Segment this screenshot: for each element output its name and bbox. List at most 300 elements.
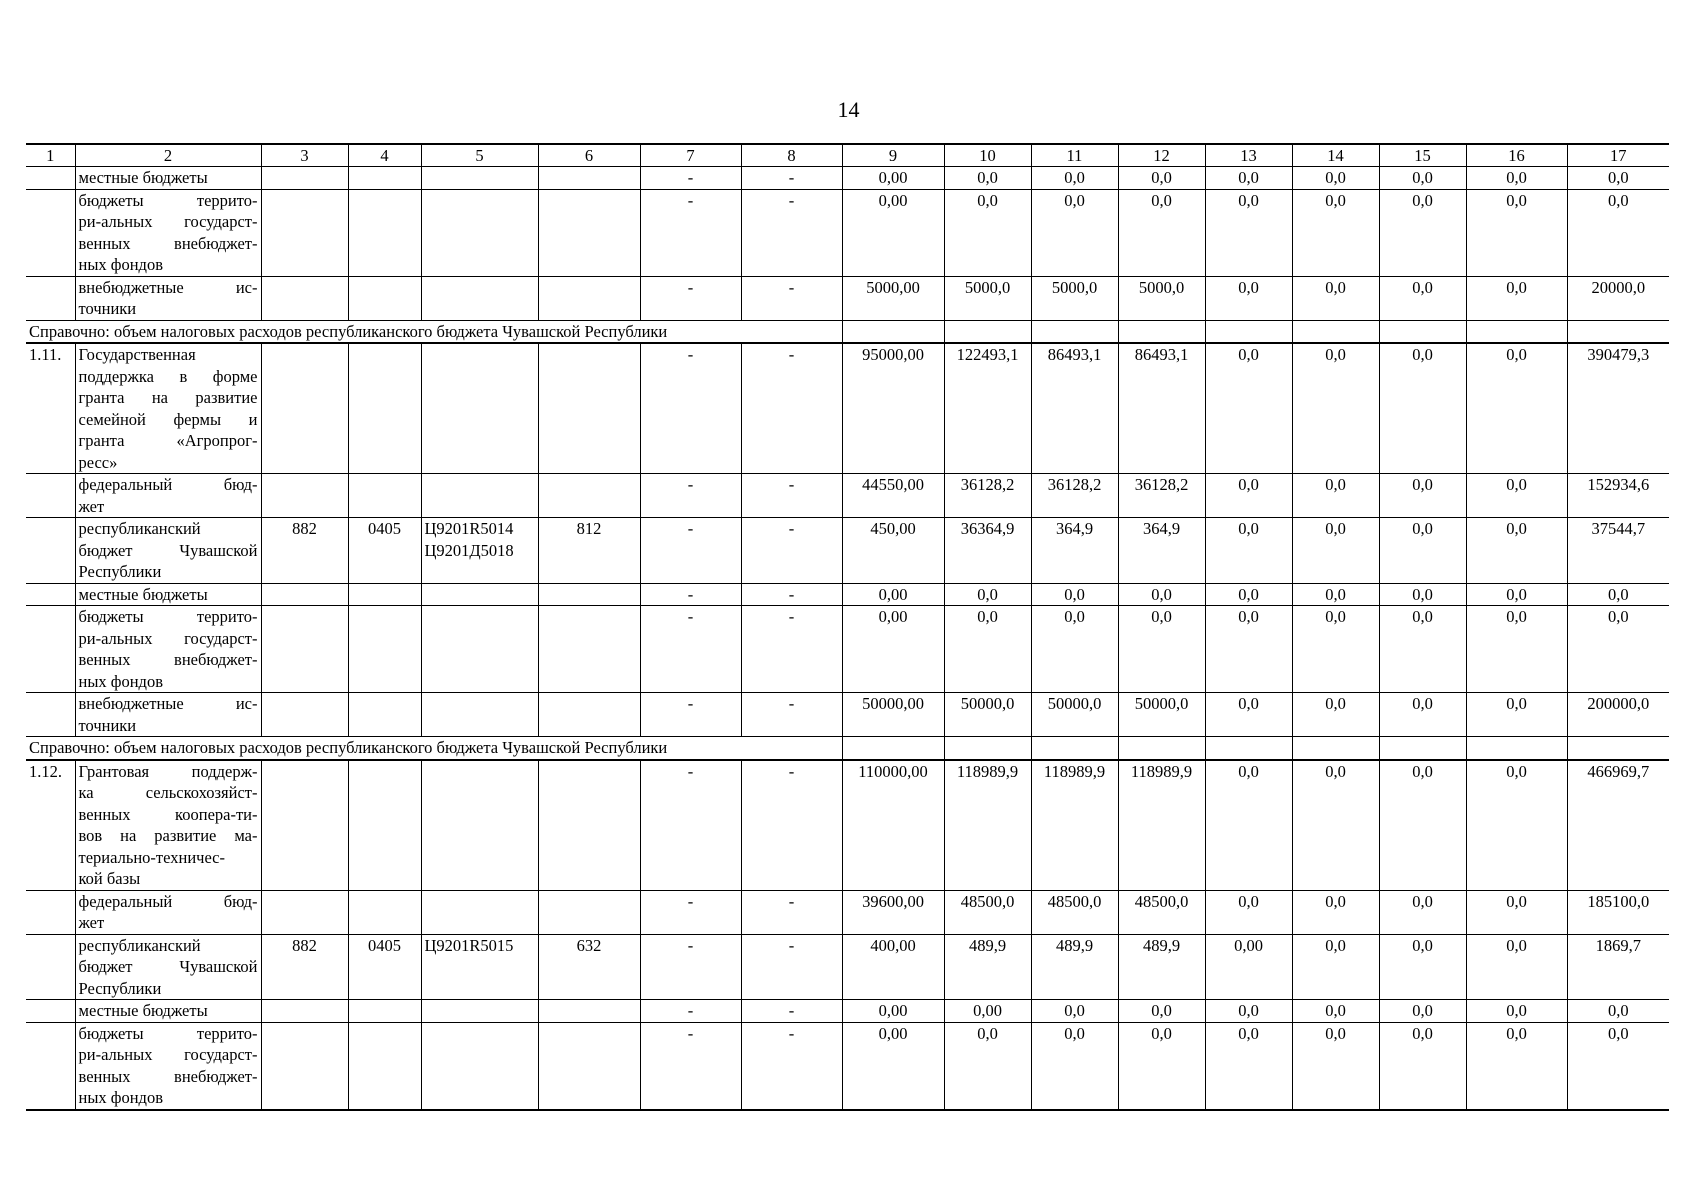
amount-cell: 36128,2 bbox=[944, 474, 1031, 518]
amount-cell: 0,00 bbox=[842, 583, 944, 606]
amount-cell: 0,0 bbox=[1567, 1000, 1669, 1023]
page-number: 14 bbox=[837, 97, 860, 122]
amount-cell: 0,0 bbox=[1567, 189, 1669, 276]
amount-cell: 20000,0 bbox=[1567, 276, 1669, 320]
amount-cell: 466969,7 bbox=[1567, 760, 1669, 891]
amount-cell: 0,0 bbox=[1466, 276, 1567, 320]
col8-value: - bbox=[741, 1022, 842, 1110]
amount-cell: 0,0 bbox=[1031, 1022, 1118, 1110]
table-row bbox=[26, 167, 1669, 190]
row-description bbox=[75, 606, 261, 693]
row-description bbox=[75, 760, 261, 891]
description-line: Республики bbox=[78, 562, 162, 581]
target-article-code bbox=[421, 890, 538, 934]
description-line: ка сельскохозяйст- bbox=[78, 783, 258, 802]
amount-cell: 0,0 bbox=[1292, 583, 1379, 606]
amount-cell: 0,00 bbox=[842, 1022, 944, 1110]
row-number bbox=[26, 474, 75, 518]
description-line: республиканский bbox=[78, 935, 201, 955]
amount-cell: 0,00 bbox=[944, 1000, 1031, 1023]
row-description bbox=[75, 890, 261, 934]
header-cell: 6 bbox=[538, 144, 640, 167]
amount-cell: 0,0 bbox=[944, 189, 1031, 276]
amount-cell: 0,0 bbox=[1379, 760, 1466, 891]
header-cell: 12 bbox=[1118, 144, 1205, 167]
amount-cell: 0,0 bbox=[1466, 518, 1567, 584]
ministry-code bbox=[261, 276, 348, 320]
amount-cell: 0,0 bbox=[1379, 167, 1466, 190]
amount-cell: 36128,2 bbox=[1031, 474, 1118, 518]
section-code: 0405 bbox=[348, 518, 421, 584]
description-line: бюджеты террито- bbox=[78, 1023, 258, 1043]
amount-cell: 0,0 bbox=[1118, 189, 1205, 276]
col8-value: - bbox=[741, 276, 842, 320]
amount-cell: 0,0 bbox=[1292, 890, 1379, 934]
section-code bbox=[348, 606, 421, 693]
header-cell: 4 bbox=[348, 144, 421, 167]
col8-value: - bbox=[741, 167, 842, 190]
amount-cell: 400,00 bbox=[842, 934, 944, 1000]
description-line: местные бюджеты bbox=[78, 168, 208, 187]
row-number bbox=[26, 189, 75, 276]
amount-cell: 0,0 bbox=[944, 1022, 1031, 1110]
header-cell: 10 bbox=[944, 144, 1031, 167]
ministry-code bbox=[261, 343, 348, 474]
target-article-code bbox=[421, 343, 538, 474]
amount-cell: 0,0 bbox=[1205, 760, 1292, 891]
section-code bbox=[348, 760, 421, 891]
code-line: Ц9201R5014 bbox=[424, 519, 514, 538]
amount-cell: 0,0 bbox=[1292, 934, 1379, 1000]
row-description bbox=[75, 934, 261, 1000]
amount-cell: 0,0 bbox=[1379, 189, 1466, 276]
target-article-code bbox=[421, 518, 538, 584]
amount-cell: 0,0 bbox=[944, 606, 1031, 693]
amount-cell: 0,0 bbox=[1205, 343, 1292, 474]
target-article-code bbox=[421, 167, 538, 190]
header-row bbox=[26, 144, 1669, 167]
amount-cell: 0,0 bbox=[1567, 583, 1669, 606]
expense-type-code bbox=[538, 1000, 640, 1023]
col7-value: - bbox=[640, 474, 741, 518]
description-line: местные бюджеты bbox=[78, 584, 208, 604]
header-cell: 5 bbox=[421, 144, 538, 167]
empty-cell bbox=[1292, 320, 1379, 343]
amount-cell: 50000,0 bbox=[944, 693, 1031, 737]
ministry-code bbox=[261, 583, 348, 606]
description-line: семейной фермы и bbox=[78, 409, 258, 429]
empty-cell bbox=[1466, 737, 1567, 760]
description-line: ных фондов bbox=[78, 671, 163, 691]
amount-cell: 0,0 bbox=[1031, 189, 1118, 276]
description-line: венных внебюджет- bbox=[78, 650, 258, 669]
amount-cell: 0,0 bbox=[1118, 1022, 1205, 1110]
amount-cell: 0,0 bbox=[1379, 890, 1466, 934]
empty-cell bbox=[1379, 320, 1466, 343]
amount-cell: 0,0 bbox=[1379, 343, 1466, 474]
empty-cell bbox=[1567, 320, 1669, 343]
amount-cell: 0,0 bbox=[1031, 167, 1118, 190]
amount-cell: 0,0 bbox=[1567, 606, 1669, 693]
amount-cell: 39600,00 bbox=[842, 890, 944, 934]
col7-value: - bbox=[640, 518, 741, 584]
expense-type-code bbox=[538, 583, 640, 606]
section-code bbox=[348, 890, 421, 934]
amount-cell: 0,0 bbox=[1292, 276, 1379, 320]
expense-type-code: 632 bbox=[538, 934, 640, 1000]
amount-cell: 0,0 bbox=[1379, 276, 1466, 320]
description-line: Республики bbox=[78, 978, 162, 998]
amount-cell: 0,0 bbox=[1292, 189, 1379, 276]
amount-cell: 50000,0 bbox=[1118, 693, 1205, 737]
ministry-code bbox=[261, 474, 348, 518]
amount-cell: 364,9 bbox=[1031, 518, 1118, 584]
amount-cell: 86493,1 bbox=[1118, 343, 1205, 474]
table-row bbox=[26, 189, 1669, 276]
amount-cell: 0,0 bbox=[1466, 583, 1567, 606]
row-description bbox=[75, 343, 261, 474]
section-code bbox=[348, 583, 421, 606]
header-cell: 11 bbox=[1031, 144, 1118, 167]
description-line: ных фондов bbox=[78, 255, 163, 274]
col8-value: - bbox=[741, 518, 842, 584]
row-description bbox=[75, 583, 261, 606]
description-line: жет bbox=[78, 496, 105, 516]
table-row bbox=[26, 760, 1669, 891]
amount-cell: 390479,3 bbox=[1567, 343, 1669, 474]
section-code bbox=[348, 1000, 421, 1023]
description-line: бюджеты террито- bbox=[78, 190, 258, 210]
description-line: Государственная bbox=[78, 345, 196, 364]
table-row bbox=[26, 518, 1669, 584]
amount-cell: 0,0 bbox=[1205, 518, 1292, 584]
ministry-code bbox=[261, 760, 348, 891]
expense-type-code bbox=[538, 189, 640, 276]
amount-cell: 0,0 bbox=[1466, 760, 1567, 891]
target-article-code bbox=[421, 1022, 538, 1110]
amount-cell: 0,0 bbox=[1205, 167, 1292, 190]
amount-cell: 0,0 bbox=[1031, 606, 1118, 693]
expense-type-code bbox=[538, 760, 640, 891]
col7-value: - bbox=[640, 583, 741, 606]
amount-cell: 0,0 bbox=[944, 167, 1031, 190]
description-line: ри-альных государст- bbox=[78, 212, 258, 231]
col7-value: - bbox=[640, 890, 741, 934]
amount-cell: 0,0 bbox=[1379, 693, 1466, 737]
code-line: Ц9201R5015 bbox=[424, 935, 514, 955]
amount-cell: 50000,00 bbox=[842, 693, 944, 737]
amount-cell: 0,0 bbox=[944, 583, 1031, 606]
amount-cell: 0,00 bbox=[842, 606, 944, 693]
col8-value: - bbox=[741, 343, 842, 474]
col8-value: - bbox=[741, 760, 842, 891]
code-line: Ц9201Д5018 bbox=[424, 540, 514, 560]
amount-cell: 0,00 bbox=[842, 189, 944, 276]
expense-type-code bbox=[538, 343, 640, 474]
empty-cell bbox=[1031, 737, 1118, 760]
row-description bbox=[75, 518, 261, 584]
amount-cell: 0,0 bbox=[1031, 583, 1118, 606]
amount-cell: 122493,1 bbox=[944, 343, 1031, 474]
amount-cell: 0,0 bbox=[1118, 606, 1205, 693]
section-code bbox=[348, 693, 421, 737]
target-article-code bbox=[421, 760, 538, 891]
expense-type-code bbox=[538, 276, 640, 320]
ministry-code: 882 bbox=[261, 934, 348, 1000]
amount-cell: 36128,2 bbox=[1118, 474, 1205, 518]
amount-cell: 44550,00 bbox=[842, 474, 944, 518]
section-code: 0405 bbox=[348, 934, 421, 1000]
amount-cell: 200000,0 bbox=[1567, 693, 1669, 737]
section-code bbox=[348, 276, 421, 320]
empty-cell bbox=[944, 320, 1031, 343]
header-cell: 9 bbox=[842, 144, 944, 167]
ministry-code bbox=[261, 189, 348, 276]
empty-cell bbox=[1118, 320, 1205, 343]
header-cell: 1 bbox=[26, 144, 75, 167]
amount-cell: 0,0 bbox=[1205, 890, 1292, 934]
row-number bbox=[26, 1000, 75, 1023]
amount-cell: 364,9 bbox=[1118, 518, 1205, 584]
empty-cell bbox=[1205, 737, 1292, 760]
table-row bbox=[26, 606, 1669, 693]
amount-cell: 36364,9 bbox=[944, 518, 1031, 584]
amount-cell: 0,0 bbox=[1567, 1022, 1669, 1110]
amount-cell: 48500,0 bbox=[1031, 890, 1118, 934]
header-cell: 7 bbox=[640, 144, 741, 167]
amount-cell: 0,0 bbox=[1466, 1022, 1567, 1110]
header-cell: 14 bbox=[1292, 144, 1379, 167]
amount-cell: 0,0 bbox=[1466, 606, 1567, 693]
description-line: вов на развитие ма- bbox=[78, 826, 258, 845]
col8-value: - bbox=[741, 583, 842, 606]
table-row bbox=[26, 276, 1669, 320]
table-row bbox=[26, 1000, 1669, 1023]
col8-value: - bbox=[741, 1000, 842, 1023]
row-description bbox=[75, 167, 261, 190]
amount-cell: 0,0 bbox=[1118, 167, 1205, 190]
description-line: кой базы bbox=[78, 869, 141, 888]
description-line: жет bbox=[78, 913, 105, 932]
section-code bbox=[348, 343, 421, 474]
amount-cell: 185100,0 bbox=[1567, 890, 1669, 934]
target-article-code bbox=[421, 474, 538, 518]
amount-cell: 0,0 bbox=[1292, 693, 1379, 737]
amount-cell: 0,0 bbox=[1292, 518, 1379, 584]
amount-cell: 0,0 bbox=[1205, 474, 1292, 518]
expense-type-code bbox=[538, 606, 640, 693]
amount-cell: 0,0 bbox=[1466, 934, 1567, 1000]
target-article-code bbox=[421, 276, 538, 320]
amount-cell: 5000,0 bbox=[1118, 276, 1205, 320]
expense-type-code bbox=[538, 693, 640, 737]
row-description bbox=[75, 1000, 261, 1023]
description-line: точники bbox=[78, 299, 137, 318]
target-article-code bbox=[421, 1000, 538, 1023]
amount-cell: 0,0 bbox=[1292, 1022, 1379, 1110]
amount-cell: 0,0 bbox=[1379, 518, 1466, 584]
row-number bbox=[26, 518, 75, 584]
amount-cell: 0,0 bbox=[1379, 474, 1466, 518]
section-code bbox=[348, 167, 421, 190]
amount-cell: 0,0 bbox=[1379, 583, 1466, 606]
empty-cell bbox=[1567, 737, 1669, 760]
amount-cell: 5000,0 bbox=[1031, 276, 1118, 320]
expense-type-code bbox=[538, 890, 640, 934]
ministry-code bbox=[261, 890, 348, 934]
amount-cell: 110000,00 bbox=[842, 760, 944, 891]
description-line: венных коопера-ти- bbox=[78, 804, 258, 824]
description-line: поддержка в форме bbox=[78, 366, 258, 386]
note-row bbox=[26, 320, 1669, 343]
amount-cell: 0,0 bbox=[1466, 890, 1567, 934]
description-line: внебюджетные ис- bbox=[78, 694, 258, 713]
amount-cell: 152934,6 bbox=[1567, 474, 1669, 518]
row-description bbox=[75, 189, 261, 276]
amount-cell: 0,0 bbox=[1205, 583, 1292, 606]
amount-cell: 0,0 bbox=[1466, 474, 1567, 518]
header-cell: 2 bbox=[75, 144, 261, 167]
amount-cell: 0,0 bbox=[1466, 343, 1567, 474]
description-line: венных внебюджет- bbox=[78, 233, 258, 253]
description-line: ри-альных государст- bbox=[78, 1045, 258, 1064]
header-cell: 3 bbox=[261, 144, 348, 167]
description-line: местные бюджеты bbox=[78, 1001, 208, 1020]
budget-table bbox=[26, 143, 1669, 1111]
description-line: ри-альных государст- bbox=[78, 628, 258, 648]
description-line: бюджет Чувашской bbox=[78, 957, 258, 976]
amount-cell: 0,00 bbox=[842, 1000, 944, 1023]
col7-value: - bbox=[640, 606, 741, 693]
col7-value: - bbox=[640, 693, 741, 737]
amount-cell: 0,0 bbox=[1205, 276, 1292, 320]
amount-cell: 37544,7 bbox=[1567, 518, 1669, 584]
section-code bbox=[348, 474, 421, 518]
col7-value: - bbox=[640, 1022, 741, 1110]
description-line: гранта на развитие bbox=[78, 388, 258, 407]
target-article-code bbox=[421, 934, 538, 1000]
description-line: бюджеты террито- bbox=[78, 607, 258, 626]
description-line: республиканский bbox=[78, 519, 201, 538]
empty-cell bbox=[1292, 737, 1379, 760]
row-number: 1.12. bbox=[26, 760, 75, 891]
empty-cell bbox=[842, 320, 944, 343]
amount-cell: 0,0 bbox=[1205, 1000, 1292, 1023]
row-number bbox=[26, 606, 75, 693]
amount-cell: 118989,9 bbox=[1118, 760, 1205, 891]
note-text: Справочно: объем налоговых расходов республиканского бюджета Чувашской Республики bbox=[26, 320, 842, 343]
ministry-code: 882 bbox=[261, 518, 348, 584]
amount-cell: 0,0 bbox=[1292, 343, 1379, 474]
amount-cell: 95000,00 bbox=[842, 343, 944, 474]
table-row bbox=[26, 890, 1669, 934]
table-row bbox=[26, 343, 1669, 474]
description-line: гранта «Агропрог- bbox=[78, 431, 258, 450]
ministry-code bbox=[261, 1022, 348, 1110]
row-number bbox=[26, 583, 75, 606]
amount-cell: 0,0 bbox=[1466, 693, 1567, 737]
amount-cell: 48500,0 bbox=[944, 890, 1031, 934]
amount-cell: 489,9 bbox=[1031, 934, 1118, 1000]
ministry-code bbox=[261, 1000, 348, 1023]
amount-cell: 0,0 bbox=[1031, 1000, 1118, 1023]
empty-cell bbox=[1031, 320, 1118, 343]
col7-value: - bbox=[640, 1000, 741, 1023]
description-line: ресс» bbox=[78, 452, 118, 472]
empty-cell bbox=[1205, 320, 1292, 343]
amount-cell: 0,0 bbox=[1292, 474, 1379, 518]
amount-cell: 118989,9 bbox=[1031, 760, 1118, 891]
col7-value: - bbox=[640, 167, 741, 190]
amount-cell: 0,0 bbox=[1379, 606, 1466, 693]
amount-cell: 0,00 bbox=[1205, 934, 1292, 1000]
amount-cell: 0,0 bbox=[1379, 1000, 1466, 1023]
expense-type-code: 812 bbox=[538, 518, 640, 584]
col7-value: - bbox=[640, 276, 741, 320]
amount-cell: 5000,00 bbox=[842, 276, 944, 320]
description-line: бюджет Чувашской bbox=[78, 540, 258, 560]
description-line: Грантовая поддерж- bbox=[78, 761, 258, 781]
col8-value: - bbox=[741, 890, 842, 934]
description-line: внебюджетные ис- bbox=[78, 277, 258, 297]
col8-value: - bbox=[741, 474, 842, 518]
section-code bbox=[348, 1022, 421, 1110]
header-cell: 8 bbox=[741, 144, 842, 167]
description-line: федеральный бюд- bbox=[78, 475, 258, 494]
amount-cell: 0,0 bbox=[1567, 167, 1669, 190]
header-cell: 13 bbox=[1205, 144, 1292, 167]
header-cell: 17 bbox=[1567, 144, 1669, 167]
amount-cell: 0,0 bbox=[1292, 760, 1379, 891]
amount-cell: 0,0 bbox=[1466, 189, 1567, 276]
amount-cell: 0,0 bbox=[1466, 167, 1567, 190]
amount-cell: 489,9 bbox=[1118, 934, 1205, 1000]
row-number bbox=[26, 693, 75, 737]
col8-value: - bbox=[741, 934, 842, 1000]
amount-cell: 118989,9 bbox=[944, 760, 1031, 891]
row-description bbox=[75, 474, 261, 518]
table-row bbox=[26, 934, 1669, 1000]
target-article-code bbox=[421, 606, 538, 693]
amount-cell: 0,0 bbox=[1379, 934, 1466, 1000]
note-row bbox=[26, 737, 1669, 760]
row-number bbox=[26, 167, 75, 190]
empty-cell bbox=[1466, 320, 1567, 343]
header-cell: 16 bbox=[1466, 144, 1567, 167]
note-text: Справочно: объем налоговых расходов республиканского бюджета Чувашской Республики bbox=[26, 737, 842, 760]
target-article-code bbox=[421, 693, 538, 737]
table-row bbox=[26, 1022, 1669, 1110]
empty-cell bbox=[1379, 737, 1466, 760]
col7-value: - bbox=[640, 760, 741, 891]
amount-cell: 0,0 bbox=[1466, 1000, 1567, 1023]
ministry-code bbox=[261, 606, 348, 693]
amount-cell: 48500,0 bbox=[1118, 890, 1205, 934]
amount-cell: 50000,0 bbox=[1031, 693, 1118, 737]
target-article-code bbox=[421, 583, 538, 606]
amount-cell: 86493,1 bbox=[1031, 343, 1118, 474]
expense-type-code bbox=[538, 1022, 640, 1110]
description-line: точники bbox=[78, 715, 137, 735]
col8-value: - bbox=[741, 693, 842, 737]
amount-cell: 489,9 bbox=[944, 934, 1031, 1000]
amount-cell: 0,0 bbox=[1118, 1000, 1205, 1023]
col8-value: - bbox=[741, 189, 842, 276]
target-article-code bbox=[421, 189, 538, 276]
amount-cell: 0,0 bbox=[1205, 189, 1292, 276]
empty-cell bbox=[842, 737, 944, 760]
row-number bbox=[26, 1022, 75, 1110]
